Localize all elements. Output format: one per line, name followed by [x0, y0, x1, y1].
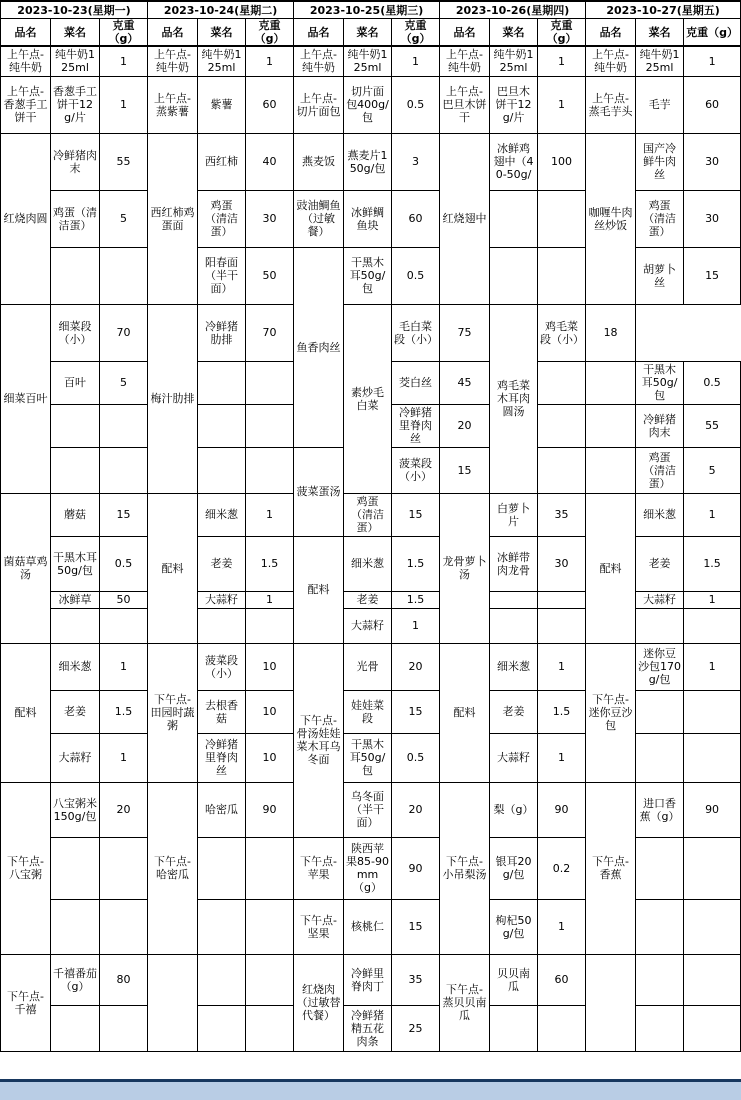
- weight-value: 1: [246, 46, 294, 76]
- weight-value: [684, 733, 741, 782]
- weight-value: [100, 837, 148, 899]
- ingredient-name: 老姜: [636, 536, 684, 591]
- ingredient-name: [490, 247, 538, 304]
- ingredient-column-header: 菜名: [490, 19, 538, 47]
- ingredient-name: [636, 899, 684, 954]
- day-date-header: 2023-10-27(星期五): [586, 1, 741, 19]
- ingredient-name: 毛芋: [636, 76, 684, 133]
- weight-value: 90: [392, 837, 440, 899]
- ingredient-name: 菠菜段（小）: [198, 643, 246, 690]
- weight-value: [684, 608, 741, 643]
- dish-name: 下午点-骨汤娃娃菜木耳乌冬面: [294, 643, 344, 837]
- ingredient-name: 冷鲜猪肋排: [198, 304, 246, 361]
- ingredient-name: 大蒜籽: [636, 591, 684, 608]
- weight-value: [246, 447, 294, 493]
- dish-name: 下午点-八宝粥: [1, 782, 51, 954]
- weight-value: 45: [440, 361, 490, 404]
- ingredient-name: [198, 404, 246, 447]
- ingredient-name: 光骨: [344, 643, 392, 690]
- weight-value: [246, 608, 294, 643]
- menu-body: [1, 46, 741, 1051]
- ingredient-name: 核桃仁: [344, 899, 392, 954]
- weight-value: 1: [538, 643, 586, 690]
- ingredient-name: 纯牛奶125ml: [344, 46, 392, 76]
- ingredient-name: [538, 447, 586, 493]
- ingredient-name: 纯牛奶125ml: [636, 46, 684, 76]
- ingredient-name: 干黑木耳50g/包: [344, 733, 392, 782]
- table-row: [1, 954, 741, 1005]
- ingredient-name: 娃娃菜段: [344, 690, 392, 733]
- ingredient-name: 冰鲜带肉龙骨: [490, 536, 538, 591]
- weight-value: 35: [538, 493, 586, 536]
- day-date-header: 2023-10-24(星期二): [148, 1, 294, 19]
- ingredient-name: 大蒜籽: [344, 608, 392, 643]
- ingredient-name: 胡萝卜丝: [636, 247, 684, 304]
- ingredient-name: [198, 837, 246, 899]
- weight-column-header: 克重（g）: [246, 19, 294, 47]
- weight-value: 1: [538, 76, 586, 133]
- weight-value: 1: [392, 46, 440, 76]
- ingredient-name: [538, 404, 586, 447]
- ingredient-name: [51, 404, 100, 447]
- weight-value: 5: [100, 190, 148, 247]
- ingredient-name: 迷你豆沙包170g/包: [636, 643, 684, 690]
- dish-name: 鸡毛菜木耳肉圆汤: [490, 304, 538, 493]
- ingredient-name: 纯牛奶125ml: [490, 46, 538, 76]
- ingredient-column-header: 菜名: [51, 19, 100, 47]
- weight-value: [538, 190, 586, 247]
- ingredient-name: [636, 690, 684, 733]
- weight-column-header: 克重（g）: [392, 19, 440, 47]
- weight-value: 1: [246, 591, 294, 608]
- ingredient-name: 细米葱: [198, 493, 246, 536]
- weight-value: 30: [538, 536, 586, 591]
- dish-name: 上午点-纯牛奶: [586, 46, 636, 76]
- weight-value: [586, 447, 636, 493]
- dish-column-header: 品名: [294, 19, 344, 47]
- ingredient-name: [636, 954, 684, 1005]
- weight-value: 20: [440, 404, 490, 447]
- weight-value: 30: [246, 190, 294, 247]
- dish-name: 上午点-蒸毛芋头: [586, 76, 636, 133]
- ingredient-name: 紫薯: [198, 76, 246, 133]
- day-date-header: 2023-10-25(星期三): [294, 1, 440, 19]
- weight-value: 10: [246, 643, 294, 690]
- ingredient-name: 陕西苹果85-90mm（g）: [344, 837, 392, 899]
- weight-value: 15: [684, 247, 741, 304]
- ingredient-name: [198, 608, 246, 643]
- ingredient-name: 冰鲜鸡翅中（40-50g/: [490, 133, 538, 190]
- ingredient-column-header: 菜名: [636, 19, 684, 47]
- weight-value: [246, 954, 294, 1005]
- weight-value: [538, 1005, 586, 1051]
- ingredient-name: [198, 899, 246, 954]
- weight-value: 60: [538, 954, 586, 1005]
- ingredient-name: [490, 1005, 538, 1051]
- weight-value: [100, 404, 148, 447]
- weight-value: 90: [538, 782, 586, 837]
- weight-value: 0.5: [392, 247, 440, 304]
- dish-name: 下午点-苹果: [294, 837, 344, 899]
- weight-value: 15: [392, 493, 440, 536]
- ingredient-name: 老姜: [490, 690, 538, 733]
- dish-name: 配料: [148, 493, 198, 643]
- ingredient-name: 鸡蛋（清洁蛋）: [344, 493, 392, 536]
- ingredient-name: [198, 361, 246, 404]
- ingredient-name: 枸杞50g/包: [490, 899, 538, 954]
- ingredient-name: 冰鲜鲷鱼块: [344, 190, 392, 247]
- weight-value: 18: [586, 304, 636, 361]
- weight-value: 10: [246, 733, 294, 782]
- weight-value: [100, 447, 148, 493]
- weight-value: [100, 1005, 148, 1051]
- weight-value: [538, 247, 586, 304]
- weight-value: 1: [100, 46, 148, 76]
- weight-value: [684, 1005, 741, 1051]
- weight-value: 30: [684, 133, 741, 190]
- ingredient-name: [51, 1005, 100, 1051]
- weight-value: 100: [538, 133, 586, 190]
- ingredient-name: [636, 608, 684, 643]
- dish-name: 红烧肉圆: [1, 133, 51, 304]
- weight-value: [246, 404, 294, 447]
- weight-value: 20: [392, 782, 440, 837]
- weight-value: 0.5: [100, 536, 148, 591]
- ingredient-name: 毛白菜段（小）: [392, 304, 440, 361]
- weight-value: 70: [246, 304, 294, 361]
- ingredient-name: [51, 608, 100, 643]
- table-row: [1, 133, 741, 190]
- weight-value: [586, 361, 636, 404]
- weight-value: 30: [684, 190, 741, 247]
- table-row: [1, 493, 741, 536]
- weight-value: 50: [246, 247, 294, 304]
- ingredient-name: 鸡毛菜段（小）: [538, 304, 586, 361]
- weight-value: 90: [246, 782, 294, 837]
- ingredient-name: 鸡蛋（清洁蛋）: [636, 447, 684, 493]
- ingredient-name: [490, 190, 538, 247]
- dish-name: 下午点-千禧: [1, 954, 51, 1051]
- dish-name: 下午点-哈密瓜: [148, 782, 198, 954]
- ingredient-name: 梨（g）: [490, 782, 538, 837]
- ingredient-name: [636, 837, 684, 899]
- weight-value: 70: [100, 304, 148, 361]
- weight-value: [684, 899, 741, 954]
- weight-value: 15: [440, 447, 490, 493]
- ingredient-name: 细米葱: [344, 536, 392, 591]
- ingredient-name: [636, 1005, 684, 1051]
- weight-value: [538, 608, 586, 643]
- dish-name: 下午点-蒸贝贝南瓜: [440, 954, 490, 1051]
- weight-value: 20: [392, 643, 440, 690]
- dish-name: 梅汁肋排: [148, 304, 198, 493]
- weight-value: [246, 837, 294, 899]
- ingredient-name: 阳春面（半干面）: [198, 247, 246, 304]
- dish-name: 红烧肉（过敏替代餐）: [294, 954, 344, 1051]
- weight-value: 1: [538, 46, 586, 76]
- ingredient-name: 燕麦片150g/包: [344, 133, 392, 190]
- ingredient-name: 蘑菇: [51, 493, 100, 536]
- ingredient-name: 乌冬面（半干面）: [344, 782, 392, 837]
- dish-column-header: 品名: [586, 19, 636, 47]
- ingredient-name: 干黑木耳50g/包: [51, 536, 100, 591]
- ingredient-name: [490, 608, 538, 643]
- ingredient-name: 老姜: [51, 690, 100, 733]
- weight-value: [684, 837, 741, 899]
- table-row: [1, 46, 741, 76]
- ingredient-name: 细菜段（小）: [51, 304, 100, 361]
- ingredient-name: 冷鲜猪肉末: [636, 404, 684, 447]
- weight-column-header: 克重（g）: [684, 19, 741, 47]
- weight-value: 40: [246, 133, 294, 190]
- weight-value: 0.2: [538, 837, 586, 899]
- dish-name: 菌菇草鸡汤: [1, 493, 51, 643]
- ingredient-name: 切片面包400g/包: [344, 76, 392, 133]
- dish-name: 豉油鲷鱼（过敏餐）: [294, 190, 344, 247]
- weight-value: 20: [100, 782, 148, 837]
- ingredient-name: 大蒜籽: [51, 733, 100, 782]
- weight-value: 0.5: [684, 361, 741, 404]
- weight-value: 1: [684, 591, 741, 608]
- weight-value: 1: [100, 643, 148, 690]
- ingredient-name: 百叶: [51, 361, 100, 404]
- ingredient-name: 贝贝南瓜: [490, 954, 538, 1005]
- ingredient-name: 冷鲜猪肉末: [51, 133, 100, 190]
- weight-value: 1: [684, 643, 741, 690]
- weight-value: 3: [392, 133, 440, 190]
- ingredient-name: 国产冷鲜牛肉丝: [636, 133, 684, 190]
- weight-value: [538, 591, 586, 608]
- dish-name: 西红柿鸡蛋面: [148, 133, 198, 304]
- weight-value: 1: [246, 493, 294, 536]
- weight-value: 15: [100, 493, 148, 536]
- weight-value: 1: [538, 733, 586, 782]
- table-row: [1, 643, 741, 690]
- dish-name: 下午点-田园时蔬粥: [148, 643, 198, 782]
- dish-name: 上午点-切片面包: [294, 76, 344, 133]
- dish-column-header: 品名: [148, 19, 198, 47]
- dish-name: 龙骨萝卜汤: [440, 493, 490, 643]
- weight-value: [100, 608, 148, 643]
- date-header-row: [1, 1, 741, 19]
- dish-name: 配料: [294, 536, 344, 643]
- weight-value: 15: [392, 690, 440, 733]
- ingredient-name: 老姜: [198, 536, 246, 591]
- ingredient-name: 干黑木耳50g/包: [344, 247, 392, 304]
- ingredient-name: 菠菜段（小）: [392, 447, 440, 493]
- weight-value: [684, 954, 741, 1005]
- dish-name: [148, 954, 198, 1051]
- ingredient-name: [198, 1005, 246, 1051]
- table-row: [1, 76, 741, 133]
- ingredient-name: 茭白丝: [392, 361, 440, 404]
- ingredient-name: 大蒜籽: [490, 733, 538, 782]
- ingredient-name: 白萝卜片: [490, 493, 538, 536]
- ingredient-name: 鸡蛋（清洁蛋）: [198, 190, 246, 247]
- weight-value: 1.5: [538, 690, 586, 733]
- ingredient-name: 八宝粥米150g/包: [51, 782, 100, 837]
- weight-value: 25: [392, 1005, 440, 1051]
- ingredient-name: [636, 733, 684, 782]
- ingredient-name: 去根香菇: [198, 690, 246, 733]
- dish-name: 鱼香肉丝: [294, 247, 344, 447]
- ingredient-name: [51, 899, 100, 954]
- weight-value: 80: [100, 954, 148, 1005]
- weight-value: 1: [100, 733, 148, 782]
- ingredient-name: 纯牛奶125ml: [198, 46, 246, 76]
- weight-value: 55: [100, 133, 148, 190]
- weight-value: 60: [392, 190, 440, 247]
- ingredient-column-header: 菜名: [344, 19, 392, 47]
- dish-name: 配料: [1, 643, 51, 782]
- weight-value: 1.5: [392, 536, 440, 591]
- ingredient-name: [51, 247, 100, 304]
- table-row: [1, 782, 741, 837]
- ingredient-name: [51, 447, 100, 493]
- ingredient-name: 千禧番茄（g）: [51, 954, 100, 1005]
- weight-value: 90: [684, 782, 741, 837]
- ingredient-name: 冷鲜里脊肉丁: [344, 954, 392, 1005]
- day-date-header: 2023-10-26(星期四): [440, 1, 586, 19]
- weight-value: 1: [684, 493, 741, 536]
- dish-name: 菠菜蛋汤: [294, 447, 344, 536]
- weight-value: 1.5: [246, 536, 294, 591]
- dish-column-header: 品名: [1, 19, 51, 47]
- ingredient-name: 细米葱: [636, 493, 684, 536]
- ingredient-name: 干黑木耳50g/包: [636, 361, 684, 404]
- weight-value: [246, 1005, 294, 1051]
- ingredient-name: 香葱手工饼干12g/片: [51, 76, 100, 133]
- day-date-header: 2023-10-23(星期一): [1, 1, 148, 19]
- dish-name: [586, 954, 636, 1051]
- ingredient-name: 巴旦木饼干12g/片: [490, 76, 538, 133]
- dish-name: 上午点-纯牛奶: [440, 46, 490, 76]
- ingredient-name: 老姜: [344, 591, 392, 608]
- weight-value: 1: [538, 899, 586, 954]
- dish-column-header: 品名: [440, 19, 490, 47]
- weight-value: [246, 899, 294, 954]
- weight-value: [246, 361, 294, 404]
- dish-name: 上午点-纯牛奶: [1, 46, 51, 76]
- dish-name: 细菜百叶: [1, 304, 51, 493]
- ingredient-name: 冷鲜猪精五花肉条: [344, 1005, 392, 1051]
- weight-value: 5: [100, 361, 148, 404]
- ingredient-name: [198, 447, 246, 493]
- weight-value: 35: [392, 954, 440, 1005]
- dish-name: 下午点-香蕉: [586, 782, 636, 954]
- ingredient-name: 细米葱: [490, 643, 538, 690]
- weight-value: 75: [440, 304, 490, 361]
- dish-name: 上午点-纯牛奶: [294, 46, 344, 76]
- weight-value: 15: [392, 899, 440, 954]
- ingredient-name: [538, 361, 586, 404]
- weight-value: 0.5: [392, 76, 440, 133]
- dish-name: 配料: [586, 493, 636, 643]
- weight-value: [684, 690, 741, 733]
- dish-name: 红烧翅中: [440, 133, 490, 304]
- table-row: [1, 304, 741, 361]
- weight-value: [100, 899, 148, 954]
- weight-value: 55: [684, 404, 741, 447]
- dish-name: 上午点-巴旦木饼干: [440, 76, 490, 133]
- dish-name: 燕麦饭: [294, 133, 344, 190]
- dish-name: 素炒毛白菜: [344, 304, 392, 493]
- dish-name: 上午点-蒸紫薯: [148, 76, 198, 133]
- dish-name: 咖喱牛肉丝炒饭: [586, 133, 636, 304]
- ingredient-name: 西红柿: [198, 133, 246, 190]
- weight-value: 5: [684, 447, 741, 493]
- dish-name: 下午点-迷你豆沙包: [586, 643, 636, 782]
- weight-value: 10: [246, 690, 294, 733]
- weight-value: 1: [684, 46, 741, 76]
- dish-name: 下午点-坚果: [294, 899, 344, 954]
- weight-value: 1: [392, 608, 440, 643]
- ingredient-name: [490, 591, 538, 608]
- ingredient-name: 冷鲜猪里脊肉丝: [392, 404, 440, 447]
- weight-column-header: 克重（g）: [100, 19, 148, 47]
- weight-value: 60: [684, 76, 741, 133]
- ingredient-name: 冰鲜草: [51, 591, 100, 608]
- ingredient-name: 冷鲜猪里脊肉丝: [198, 733, 246, 782]
- ingredient-name: 大蒜籽: [198, 591, 246, 608]
- ingredient-name: [51, 837, 100, 899]
- dish-name: 配料: [440, 643, 490, 782]
- ingredient-name: [198, 954, 246, 1005]
- weight-value: [586, 404, 636, 447]
- weight-value: [100, 247, 148, 304]
- weight-value: 1.5: [684, 536, 741, 591]
- ingredient-name: 哈密瓜: [198, 782, 246, 837]
- weight-value: 1: [100, 76, 148, 133]
- ingredient-name: 进口香蕉（g）: [636, 782, 684, 837]
- ingredient-name: 银耳20g/包: [490, 837, 538, 899]
- dish-name: 上午点-纯牛奶: [148, 46, 198, 76]
- weight-value: 50: [100, 591, 148, 608]
- ingredient-name: 鸡蛋（清洁蛋）: [51, 190, 100, 247]
- weight-value: 60: [246, 76, 294, 133]
- dish-name: 下午点-小吊梨汤: [440, 782, 490, 954]
- column-header-row: [1, 19, 741, 47]
- ingredient-name: 纯牛奶125ml: [51, 46, 100, 76]
- dish-name: 上午点-香葱手工饼干: [1, 76, 51, 133]
- weight-value: 1.5: [100, 690, 148, 733]
- weight-column-header: 克重（g）: [538, 19, 586, 47]
- ingredient-name: 细米葱: [51, 643, 100, 690]
- weight-value: 1.5: [392, 591, 440, 608]
- ingredient-column-header: 菜名: [198, 19, 246, 47]
- ingredient-name: 鸡蛋（清洁蛋）: [636, 190, 684, 247]
- weight-value: 0.5: [392, 733, 440, 782]
